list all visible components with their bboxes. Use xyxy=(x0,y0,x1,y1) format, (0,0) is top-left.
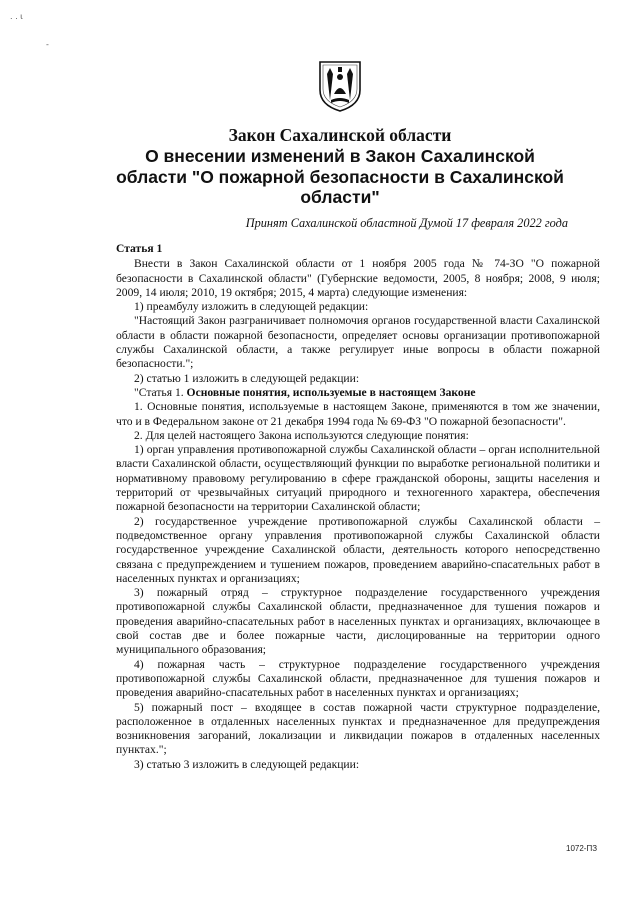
paragraph: 2) статью 1 изложить в следующей редакции: xyxy=(134,371,360,385)
law-subtitle-line-1: О внесении изменений в Закон Сахалинской xyxy=(145,146,535,166)
law-title: Закон Сахалинской области xyxy=(228,125,452,145)
scan-speck: . . ι xyxy=(10,12,23,21)
document-code: 1072-ПЗ xyxy=(566,844,598,853)
paragraph: 1) преамбулу изложить в следующей редакции: xyxy=(134,300,369,314)
paragraph: 1) орган управления противопожарной службы Сахалинской области – орган исполнительной власти Сахалинской области, осуществляющий функции по выработке региональной политики и нормативному правовому регулированию в сфере гражданской обороны, защиты населения и территорий от чрезвычайных ситуаций природного и техногенного характера, обеспечения пожарной безопасности на территории Сахалинской области; xyxy=(116,443,600,514)
paragraph: 3) статью 3 изложить в следующей редакции: xyxy=(134,757,360,771)
article-1-heading xyxy=(116,386,600,400)
paragraph: "Настоящий Закон разграничивает полномочия органов государственной власти Сахалинской области в области пожарной безопасности, определяет основы организации противопожарной службы Сахалинской области, а также регулирует иные вопросы в области пожарной безопасности."; xyxy=(116,314,600,371)
law-subtitle-line-3: области" xyxy=(300,187,380,207)
paragraph: Внести в Закон Сахалинской области от 1 ноября 2005 года № 74-ЗО "О пожарной безопасности в Сахалинской области" (Губернские ведомости, 2005, 8 ноября; 2008, 9 июля; 2009, 14 июля; 2010, 19 октября; 2015, 4 марта) следующие изменения: xyxy=(116,257,600,299)
article-1-title: Основные понятия, используемые в настоящем Законе xyxy=(186,385,476,399)
paragraph: 4) пожарная часть – структурное подразделение государственного учреждения противопожарной службы Сахалинской области, предназначенное для тушения пожаров и проведения аварийно-спасательных работ в населенных пунктах и организациях; xyxy=(116,657,600,700)
sakhalin-coat-of-arms-icon xyxy=(318,60,362,112)
scan-dash: - xyxy=(46,40,49,49)
document-body xyxy=(116,242,600,772)
paragraph: 2) государственное учреждение противопожарной службы Сахалинской области – подведомственное органу управления противопожарной службы Сахалинской области государственное учреждение Сахалинской области, деятельность которого непосредственно связана с предупреждением и тушением пожаров, проведением аварийно-спасательных работ в населенных пунктах и организациях; xyxy=(116,514,600,585)
article-heading: Статья 1 xyxy=(116,242,163,255)
law-subtitle-line-2: области "О пожарной безопасности в Сахалинской xyxy=(116,166,564,187)
article-1-prefix: "Статья 1. xyxy=(134,385,187,399)
title-block xyxy=(110,124,570,208)
paragraph: 2. Для целей настоящего Закона используются следующие понятия: xyxy=(134,428,469,442)
paragraph: 1. Основные понятия, используемые в настоящем Законе, применяются в том же значении, что и в Федеральном законе от 21 декабря 1994 года № 69-ФЗ "О пожарной безопасности". xyxy=(116,400,600,428)
paragraph: 3) пожарный отряд – структурное подразделение государственного учреждения противопожарной службы Сахалинской области, предназначенное для тушения пожаров и проведения аварийно-спасательных работ в населенных пунктах и организациях, включающее в свой состав две и более пожарные части, дислоцированные на территории одного муниципального образования; xyxy=(116,586,600,657)
paragraph: 5) пожарный пост – входящее в состав пожарной части структурное подразделение, расположенное в отдаленных населенных пунктах и предназначенное для предупреждения возникновения загораний, локализации и ликвидации пожаров в отдаленных населенных пунктах."; xyxy=(116,700,600,757)
adoption-note: Принят Сахалинской областной Думой 17 февраля 2022 года xyxy=(245,216,568,230)
